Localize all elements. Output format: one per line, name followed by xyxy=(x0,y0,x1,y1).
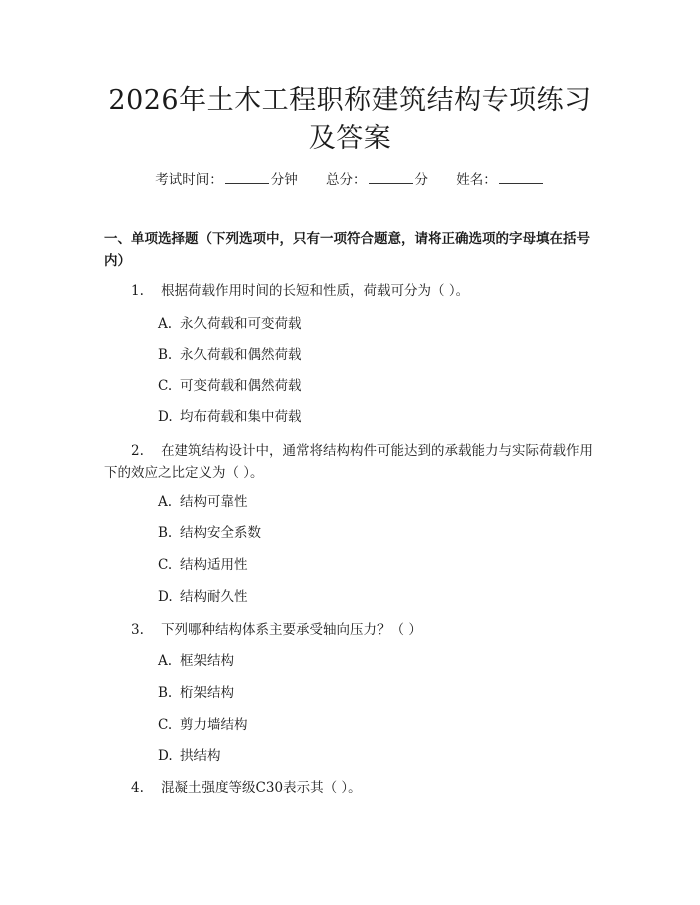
option-text: 可变荷载和偶然荷载 xyxy=(180,378,302,394)
question-number: 1. xyxy=(131,283,144,299)
option-1a xyxy=(158,314,302,334)
exam-time-unit: 分钟 xyxy=(270,172,298,188)
total-score-label: 总分： xyxy=(326,172,367,188)
option-letter: B. xyxy=(158,525,173,541)
option-text: 永久荷载和偶然荷载 xyxy=(180,347,302,363)
option-letter: C. xyxy=(158,557,173,573)
exam-time-label: 考试时间： xyxy=(155,172,223,188)
option-3d xyxy=(158,746,221,766)
name-label: 姓名： xyxy=(456,172,497,188)
option-text: 结构可靠性 xyxy=(180,494,248,510)
name-field xyxy=(456,172,545,188)
option-text: 框架结构 xyxy=(180,653,234,669)
option-letter: D. xyxy=(158,748,173,764)
option-3b xyxy=(158,683,234,703)
option-3c xyxy=(158,715,248,735)
page-title: 2026年土木工程职称建筑结构专项练习及答案 xyxy=(108,85,592,154)
option-2d xyxy=(158,587,248,607)
option-letter: A. xyxy=(158,494,173,510)
question-3 xyxy=(104,619,599,641)
option-text: 桁架结构 xyxy=(180,685,234,701)
option-2c xyxy=(158,555,248,575)
section-heading: 一、单项选择题（下列选项中，只有一项符合题意，请将正确选项的字母填在括号内） xyxy=(104,231,590,269)
option-2a xyxy=(158,492,248,512)
option-letter: A. xyxy=(158,316,173,332)
exam-info-line xyxy=(0,168,700,188)
question-text xyxy=(104,619,599,641)
question-2 xyxy=(104,440,599,484)
option-text: 永久荷载和可变荷载 xyxy=(180,316,302,332)
option-3a xyxy=(158,651,234,671)
question-number: 3. xyxy=(131,622,144,638)
option-1d xyxy=(158,407,302,427)
question-4 xyxy=(104,777,599,799)
question-text xyxy=(104,280,599,302)
option-text: 均布荷载和集中荷载 xyxy=(180,409,302,425)
total-score-blank xyxy=(369,171,413,184)
question-stem: 根据荷载作用时间的长短和性质，荷载可分为（ ）。 xyxy=(161,283,470,299)
option-2b xyxy=(158,523,261,543)
option-text: 剪力墙结构 xyxy=(180,717,248,733)
total-score-unit: 分 xyxy=(414,172,428,188)
name-blank xyxy=(499,171,543,184)
option-text: 结构适用性 xyxy=(180,557,248,573)
option-1c xyxy=(158,376,302,396)
option-letter: B. xyxy=(158,685,173,701)
question-stem: 在建筑结构设计中，通常将结构构件可能达到的承载能力与实际荷载作用下的效应之比定义为（ ）。 xyxy=(104,443,594,481)
option-letter: C. xyxy=(158,717,173,733)
question-number: 2. xyxy=(131,443,144,459)
question-number: 4. xyxy=(131,780,144,796)
option-letter: D. xyxy=(158,409,173,425)
question-stem: 混凝土强度等级C30表示其（ ）。 xyxy=(161,780,362,796)
option-letter: D. xyxy=(158,589,173,605)
exam-time-field xyxy=(155,172,302,188)
question-text xyxy=(104,440,599,484)
option-letter: C. xyxy=(158,378,173,394)
question-1 xyxy=(104,280,599,302)
exam-time-blank xyxy=(225,171,269,184)
total-score-field xyxy=(326,172,432,188)
question-text xyxy=(104,777,599,799)
question-stem: 下列哪种结构体系主要承受轴向压力？（ ） xyxy=(161,622,422,638)
option-1b xyxy=(158,345,302,365)
option-text: 拱结构 xyxy=(180,748,221,764)
option-text: 结构耐久性 xyxy=(180,589,248,605)
option-text: 结构安全系数 xyxy=(180,525,261,541)
option-letter: A. xyxy=(158,653,173,669)
option-letter: B. xyxy=(158,347,173,363)
